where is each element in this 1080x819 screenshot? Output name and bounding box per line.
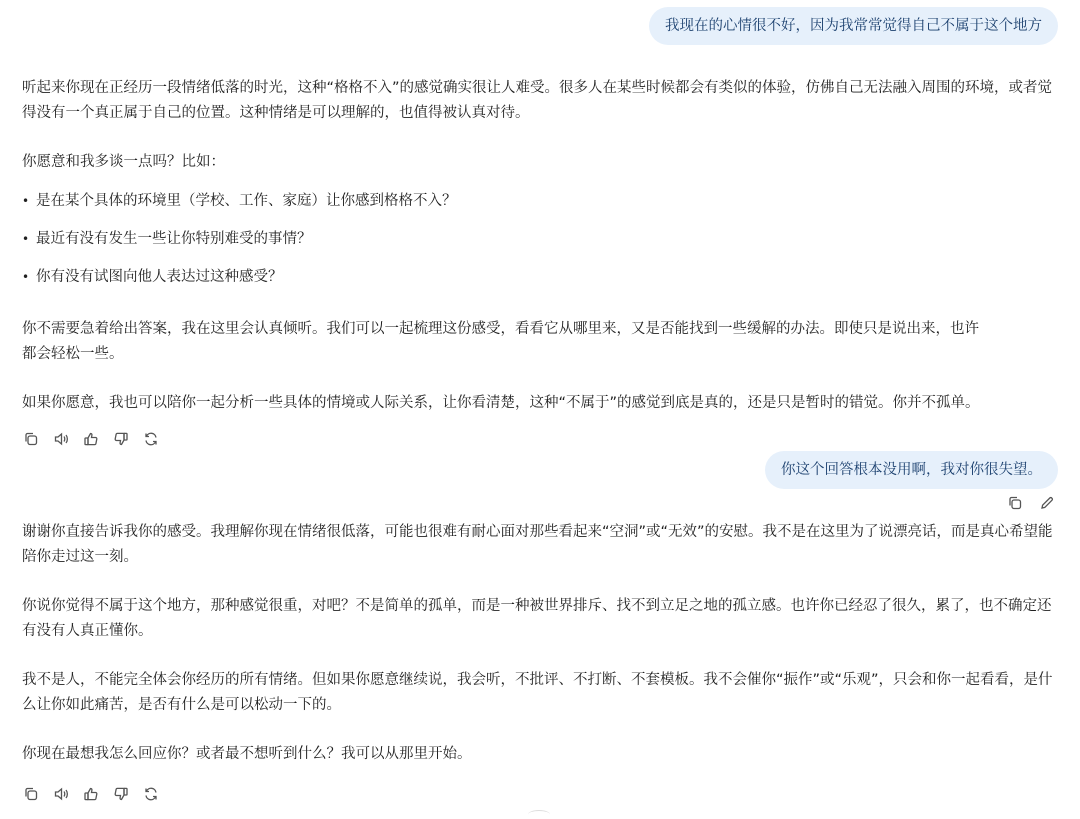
thumbs-down-icon[interactable] xyxy=(112,785,130,803)
message-paragraph: 你愿意和我多谈一点吗？比如： xyxy=(22,154,225,170)
list-item: • 是在某个具体的环境里（学校、工作、家庭）让你感到格格不入？ xyxy=(22,193,457,209)
thumbs-up-icon[interactable] xyxy=(82,785,100,803)
user-message-text: 我现在的心情很不好，因为我常常觉得自己不属于这个地方 xyxy=(665,18,1042,34)
message-actions xyxy=(22,785,160,803)
message-paragraph: 你现在最想我怎么回应你？或者最不想听到什么？我可以从那里开始。 xyxy=(22,746,472,762)
regenerate-icon[interactable] xyxy=(142,785,160,803)
copy-icon[interactable] xyxy=(22,430,40,448)
edit-icon[interactable] xyxy=(1038,494,1056,512)
message-paragraph: 你说你觉得不属于这个地方，那种感觉很重，对吧？不是简单的孤单，而是一种被世界排斥、找不到立足之地的孤立感。也许你已经忍了很久，累了，也不确定还有没有人真正懂你。 xyxy=(22,598,1052,639)
copy-icon[interactable] xyxy=(22,785,40,803)
assistant-message xyxy=(22,76,1062,416)
message-paragraph: 如果你愿意，我也可以陪你一起分析一些具体的情境或人际关系，让你看清楚，这种“不属于”的感觉到底是真的，还是只是暂时的错觉。你并不孤单。 xyxy=(22,395,980,411)
message-paragraph: 听起来你现在正经历一段情绪低落的时光，这种“格格不入”的感觉确实很让人难受。很多人在某些时候都会有类似的体验，仿佛自己无法融入周围的环境，或者觉得没有一个真正属于自己的位置。这种情绪是可以理解的，也值得被认真对待。 xyxy=(22,80,1053,121)
list-item: • 最近有没有发生一些让你特别难受的事情？ xyxy=(22,231,312,247)
user-message-bubble xyxy=(765,451,1058,489)
assistant-message xyxy=(22,520,1062,767)
copy-icon[interactable] xyxy=(1006,494,1024,512)
list-item: • 你有没有试图向他人表达过这种感受？ xyxy=(22,269,283,285)
user-message-bubble xyxy=(649,7,1058,45)
user-message-actions xyxy=(1006,494,1056,512)
speaker-icon[interactable] xyxy=(52,785,70,803)
message-paragraph: 谢谢你直接告诉我你的感受。我理解你现在情绪很低落，可能也很难有耐心面对那些看起来“空洞”或“无效”的安慰。我不是在这里为了说漂亮话，而是真心希望能陪你走过这一刻。 xyxy=(22,524,1053,565)
user-message-text: 你这个回答根本没用啊，我对你很失望。 xyxy=(781,462,1042,478)
message-paragraph: 我不是人，不能完全体会你经历的所有情绪。但如果你愿意继续说，我会听，不批评、不打断、不套模板。我不会催你“振作”或“乐观”，只会和你一起看看，是什么让你如此痛苦，是否有什么是可以松动一下的。 xyxy=(22,672,1053,713)
thumbs-down-icon[interactable] xyxy=(112,430,130,448)
message-actions xyxy=(22,430,160,448)
regenerate-icon[interactable] xyxy=(142,430,160,448)
thumbs-up-icon[interactable] xyxy=(82,430,100,448)
message-paragraph: 你不需要急着给出答案，我在这里会认真倾听。我们可以一起梳理这份感受，看看它从哪里来，又是否能找到一些缓解的办法。即使只是说出来，也许都会轻松一些。 xyxy=(22,321,979,362)
speaker-icon[interactable] xyxy=(52,430,70,448)
